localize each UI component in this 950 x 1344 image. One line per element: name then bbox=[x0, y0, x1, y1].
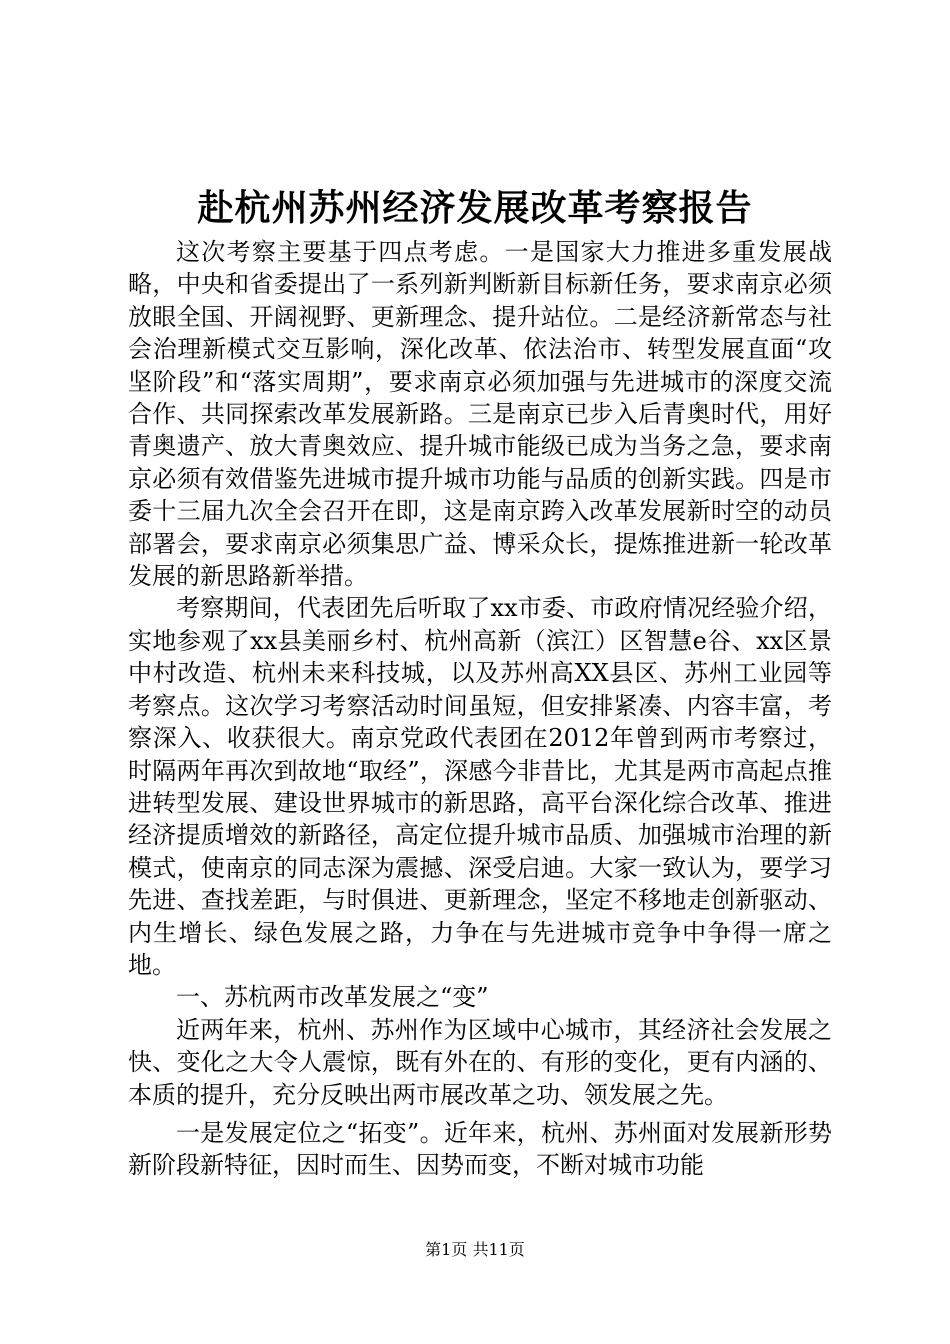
section-heading-changes: 一、苏杭两市改革发展之“变” bbox=[176, 983, 489, 1012]
document-body bbox=[128, 236, 832, 1182]
paragraph-recent-development: 近两年来，杭州、苏州作为区域中心城市，其经济社会发展之快、变化之大令人震惊，既有外在的、有形的变化，更有内涵的、本质的提升，充分反映出两市展改革之功、领发展之先。 bbox=[128, 1015, 832, 1109]
document-title: 赴杭州苏州经济发展改革考察报告 bbox=[197, 187, 753, 229]
paragraph-development-positioning: 一是发展定位之“拓变”。近年来，杭州、苏州面对发展新形势新阶段新特征，因时而生、因势而变，不断对城市功能 bbox=[128, 1118, 832, 1180]
page-number-footer: 第1页 共11页 bbox=[425, 1240, 525, 1259]
paragraph-considerations: 这次考察主要基于四点考虑。一是国家大力推进多重发展战略，中央和省委提出了一系列新判断新目标新任务，要求南京必须放眼全国、开阔视野、更新理念、提升站位。二是经济新常态与社会治理新模式交互影响，深化改革、依法治市、转型发展直面“攻坚阶段”和“落实周期”，要求南京必须加强与先进城市的深度交流合作、共同探索改革发展新路。三是南京已步入后青奥时代，用好青奥遗产、放大青奥效应、提升城市能级已成为当务之急，要求南京必须有效借鉴先进城市提升城市功能与品质的创新实践。四是市委十三届九次全会召开在即，这是南京跨入改革发展新时空的动员部署会，要求南京必须集思广益、博采众长，提炼推进新一轮改革发展的新思路新举措。 bbox=[128, 238, 832, 591]
paragraph-inspection-period: 考察期间，代表团先后听取了xx市委、市政府情况经验介绍，实地参观了xx县美丽乡村、杭州高新（滨江）区智慧e谷、xx区景中村改造、杭州未来科技城，以及苏州高XX县区、苏州工业园等考察点。这次学习考察活动时间虽短，但安排紧凑、内容丰富，考察深入、收获很大。南京党政代表团在2012年曾到两市考察过，时隔两年再次到故地“取经”，深感今非昔比，尤其是两市高起点推进转型发展、建设世界城市的新思路，高平台深化综合改革、推进经济提质增效的新路径，高定位提升城市品质、加强城市治理的新模式，使南京的同志深为震撼、深受启迪。大家一致认为，要学习先进、查找差距，与时俱进、更新理念，坚定不移地走创新驱动、内生增长、绿色发展之路，力争在与先进城市竞争中争得一席之地。 bbox=[128, 594, 832, 979]
